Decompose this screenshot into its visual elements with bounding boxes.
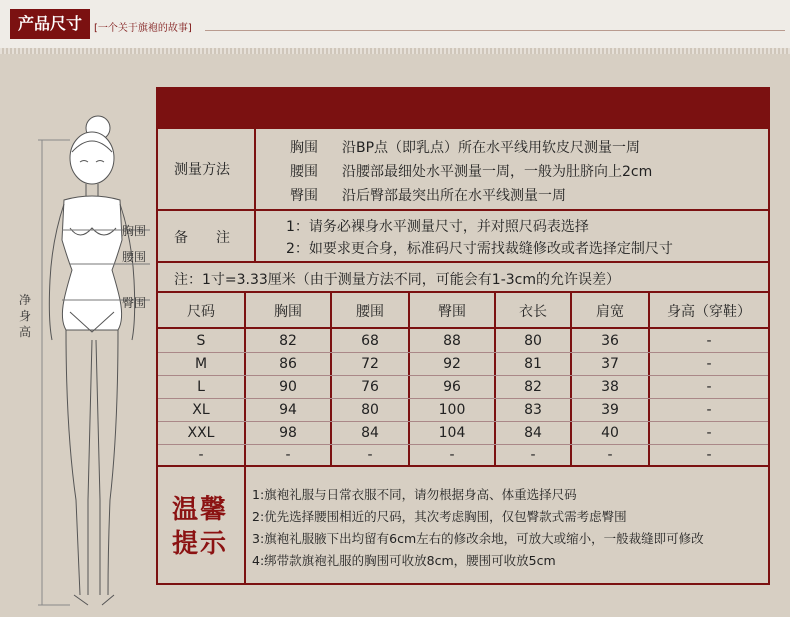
size-cell: - — [198, 447, 204, 463]
column-header: 衣长 — [519, 304, 547, 320]
shoulder-cell: 39 — [601, 402, 619, 418]
column-header: 肩宽 — [596, 304, 624, 320]
size-cell: L — [197, 379, 205, 395]
page-subtitle: [一个关于旗袍的故事] — [94, 23, 192, 34]
hip-cell: 96 — [443, 379, 461, 395]
hip-cell: 88 — [443, 333, 461, 349]
waist-cell: 84 — [361, 425, 379, 441]
column-divider — [254, 129, 256, 209]
size-cell: XXL — [187, 425, 215, 441]
height-cell: - — [706, 447, 712, 463]
height-cell: - — [706, 402, 712, 418]
woman-figure-illustration — [30, 100, 160, 610]
waist-cell: 72 — [361, 356, 379, 372]
size-cell: XL — [192, 402, 210, 418]
measure-method-row — [158, 129, 768, 211]
measure-bust-name: 胸围 — [290, 140, 318, 156]
tips-row — [158, 467, 768, 583]
waist-cell: 76 — [361, 379, 379, 395]
header-divider — [205, 30, 785, 31]
hip-cell: 104 — [438, 425, 466, 441]
length-cell: 82 — [524, 379, 542, 395]
header-divider — [158, 327, 768, 329]
length-cell: 83 — [524, 402, 542, 418]
column-divider — [254, 211, 256, 261]
row-divider — [158, 421, 768, 422]
row-divider — [158, 375, 768, 376]
row-divider — [158, 444, 768, 445]
tips-title-line2: 提示 — [172, 529, 229, 559]
column-divider — [244, 467, 246, 583]
remark-item: 1：请务必裸身水平测量尺寸，并对照尺码表选择 — [286, 219, 589, 235]
height-cell: - — [706, 379, 712, 395]
measure-waist-name: 腰围 — [290, 164, 318, 180]
table-header-band — [158, 89, 768, 129]
size-guide-table — [156, 87, 770, 585]
tip-item: 4:绑带款旗袍礼服的胸围可收放8cm，腰围可收放5cm — [252, 553, 556, 568]
shoulder-cell: - — [607, 447, 613, 463]
height-cell: - — [706, 333, 712, 349]
column-header: 尺码 — [187, 304, 215, 320]
page-title: 产品尺寸 — [10, 9, 90, 39]
size-chart — [158, 293, 768, 467]
shoulder-cell: 36 — [601, 333, 619, 349]
hip-label: 臀围 — [122, 296, 147, 310]
hip-cell: 100 — [438, 402, 466, 418]
column-header: 臀围 — [438, 304, 466, 320]
remarks-row — [158, 211, 768, 263]
size-cell: M — [194, 356, 208, 372]
column-header: 腰围 — [356, 304, 384, 320]
measure-hip-name: 臀围 — [290, 188, 318, 204]
length-cell: 81 — [524, 356, 542, 372]
column-header: 胸围 — [274, 304, 302, 320]
measure-waist-desc: 沿腰部最细处水平测量一周，一般为肚脐向上2cm — [342, 164, 653, 180]
shoulder-cell: 37 — [601, 356, 619, 372]
hip-cell: 92 — [443, 356, 461, 372]
height-cell: - — [706, 356, 712, 372]
bust-cell: 86 — [279, 356, 297, 372]
row-divider — [158, 352, 768, 353]
bust-cell: 90 — [279, 379, 297, 395]
measure-method-label: 测量方法 — [174, 162, 230, 178]
bust-label: 胸围 — [122, 224, 147, 238]
row-divider — [158, 398, 768, 399]
remarks-label: 备 注 — [174, 230, 230, 246]
shoulder-cell: 38 — [601, 379, 619, 395]
tips-title-line1: 温馨 — [172, 495, 229, 525]
length-cell: - — [530, 447, 536, 463]
waist-label: 腰围 — [122, 250, 147, 264]
bust-cell: 82 — [279, 333, 297, 349]
waist-cell: 68 — [361, 333, 379, 349]
height-label: 净身高 — [18, 293, 31, 339]
remark-item: 2：如要求更合身，标准码尺寸需找裁缝修改或者选择定制尺寸 — [286, 241, 673, 257]
height-cell: - — [706, 425, 712, 441]
length-cell: 80 — [524, 333, 542, 349]
measure-hip-desc: 沿后臀部最突出所在水平线测量一周 — [342, 188, 566, 204]
note-row — [158, 263, 768, 293]
tip-item: 1:旗袍礼服与日常衣服不同，请勿根据身高、体重选择尺码 — [252, 487, 577, 502]
waist-cell: 80 — [361, 402, 379, 418]
size-cell: S — [196, 333, 206, 349]
measure-bust-desc: 沿BP点（即乳点）所在水平线用软皮尺测量一周 — [342, 140, 641, 156]
tip-item: 2:优先选择腰围相近的尺码，其次考虑胸围，仅包臀款式需考虑臀围 — [252, 509, 627, 524]
shoulder-cell: 40 — [601, 425, 619, 441]
bust-cell: 94 — [279, 402, 297, 418]
length-cell: 84 — [524, 425, 542, 441]
bust-cell: 98 — [279, 425, 297, 441]
conversion-note: 注：1寸=3.33厘米（由于测量方法不同，可能会有1-3cm的允许误差） — [174, 272, 621, 288]
waist-cell: - — [367, 447, 373, 463]
column-header: 身高（穿鞋） — [667, 304, 751, 320]
bust-cell: - — [285, 447, 291, 463]
header-bar — [0, 0, 790, 50]
hip-cell: - — [449, 447, 455, 463]
header-pattern — [0, 48, 790, 54]
tip-item: 3:旗袍礼服腋下出均留有6cm左右的修改余地，可放大或缩小，一般裁缝即可修改 — [252, 531, 704, 546]
